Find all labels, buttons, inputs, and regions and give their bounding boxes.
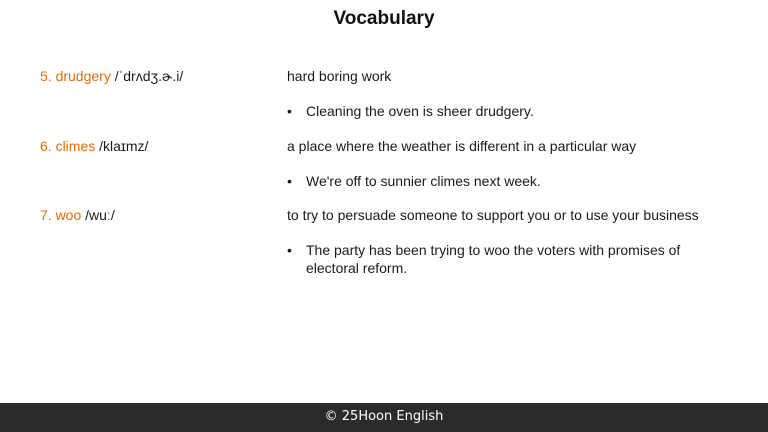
pronunciation: /wuː/	[85, 207, 115, 223]
vocab-word: 6. climes	[40, 138, 96, 154]
vocab-term	[40, 207, 115, 223]
example-text: Cleaning the oven is sheer drudgery.	[306, 103, 534, 119]
vocab-word: 7. woo	[40, 207, 82, 223]
pronunciation: /klaɪmz/	[99, 138, 149, 154]
definition: to try to persuade someone to support you or to use your business	[287, 207, 699, 223]
example-sentence	[287, 241, 727, 277]
definition: a place where the weather is different in a particular way	[287, 138, 637, 154]
example-text: We're off to sunnier climes next week.	[306, 173, 541, 189]
footer-copyright: © 25Hoon English	[0, 403, 768, 432]
bullet-icon: •	[287, 242, 292, 258]
example-sentence	[287, 172, 727, 190]
bullet-icon: •	[287, 173, 292, 189]
example-text: The party has been trying to woo the voters with promises of electoral reform.	[306, 242, 681, 276]
bullet-icon: •	[287, 103, 292, 119]
vocab-term	[40, 68, 183, 84]
vocab-word: 5. drudgery	[40, 68, 111, 84]
definition: hard boring work	[287, 68, 392, 84]
pronunciation: /ˈdrʌdʒ.ɚ.i/	[114, 68, 184, 84]
vocab-term	[40, 138, 148, 154]
slide-title: Vocabulary	[333, 8, 435, 29]
example-sentence	[287, 102, 727, 120]
